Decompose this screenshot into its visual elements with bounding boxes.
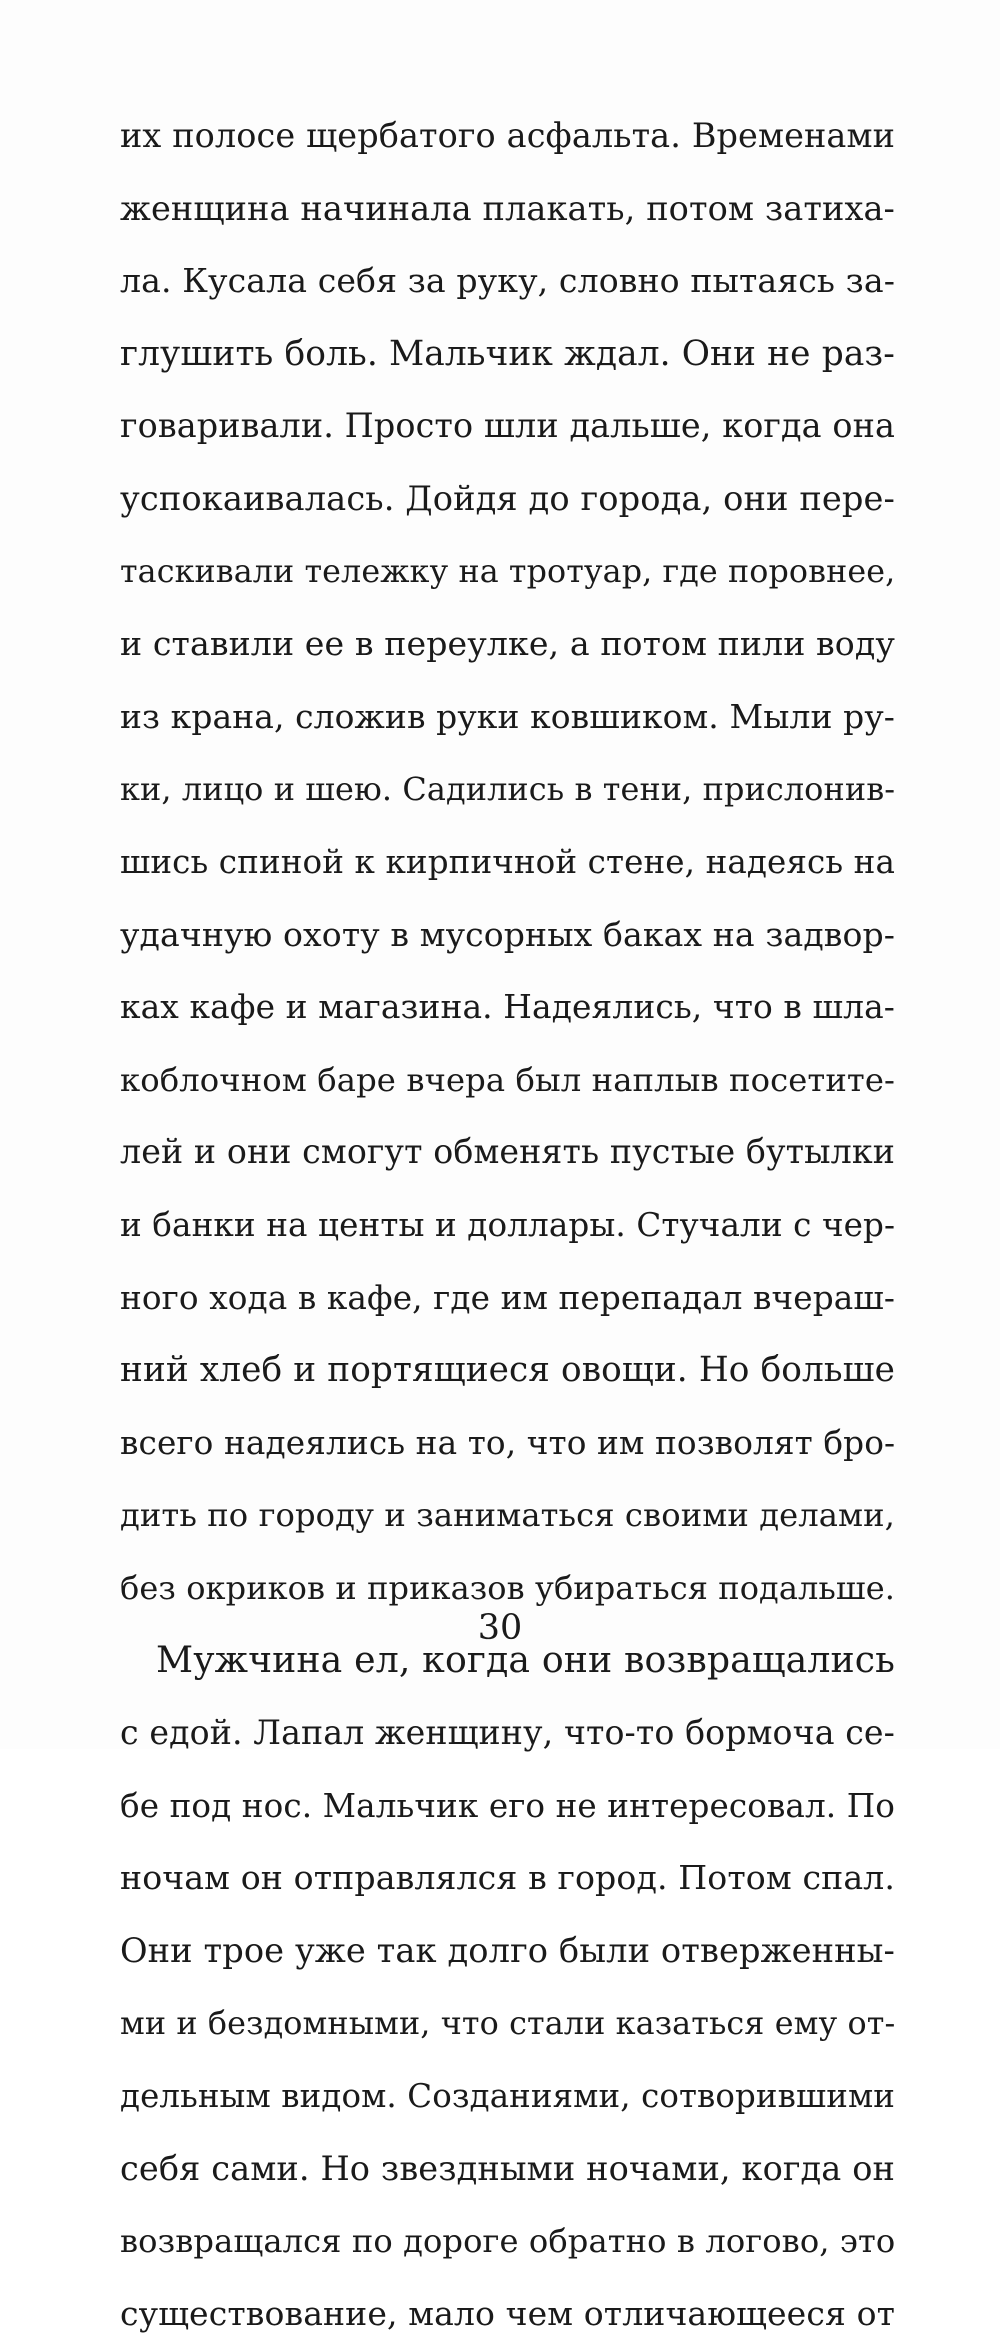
text-line: Они трое уже так долго были отверженны- [120,1930,895,1970]
paragraph-start-line: Мужчина ел, когда они возвращались [156,1638,895,1682]
text-line: ний хлеб и портящиеся овощи. Но больше [120,1350,895,1391]
text-line: ного хода в кафе, где им перепадал вчераш- [120,1278,896,1317]
text-line: ла. Кусала себя за руку, словно пытаясь за- [120,261,895,301]
text-line: без окриков и приказов убираться подальше. [120,1568,895,1607]
text-line: дельным видом. Созданиями, сотворившими [120,2077,895,2116]
text-line: возвращался по дороге обратно в логово, это [120,2222,896,2261]
text-line: шись спиной к кирпичной стене, надеясь на [120,842,895,881]
text-line: всего надеялись на то, что им позволят бро- [120,1423,896,1462]
text-line: женщина начинала плакать, потом затиха- [120,188,895,228]
text-line: из крана, сложив руки ковшиком. Мыли ру- [120,696,895,736]
text-line: ках кафе и магазина. Надеялись, что в шла- [120,988,895,1027]
text-line: себя сами. Но звездными ночами, когда он [120,2148,895,2188]
text-line: бе под нос. Мальчик его не интересовал. По [120,1786,895,1825]
text-line: успокаивалась. Дойдя до города, они пере- [120,478,895,518]
text-line: таскивали тележку на тротуар, где поровнее, [120,553,896,590]
text-line: существование, мало чем отличающееся от [120,2293,895,2333]
text-line: и банки на центы и доллары. Стучали с чер- [120,1205,896,1244]
text-line: ми и бездомными, что стали казаться ему от- [120,2004,896,2043]
text-line: говаривали. Просто шли дальше, когда она [120,406,896,446]
text-line: их полосе щербатого асфальта. Временами [120,116,895,155]
text-line: дить по городу и заниматься своими делами, [120,1496,895,1535]
text-line: ночам он отправлялся в город. Потом спал. [120,1858,895,1898]
text-line: лей и они смогут обменять пустые бутылки [120,1132,895,1172]
text-line: и ставили ее в переулке, а потом пили воду [120,624,895,664]
text-line: коблочном баре вчера был наплыв посетите- [120,1060,895,1099]
body-text [120,100,895,2350]
text-line: ки, лицо и шею. Садились в тени, прислонив- [120,770,896,809]
page-number: 30 [477,1608,523,1648]
text-line: с едой. Лапал женщину, что-то бормоча се- [120,1713,896,1753]
text-line: глушить боль. Мальчик ждал. Они не раз- [120,333,895,374]
text-line: удачную охоту в мусорных баках на задвор- [120,914,896,954]
